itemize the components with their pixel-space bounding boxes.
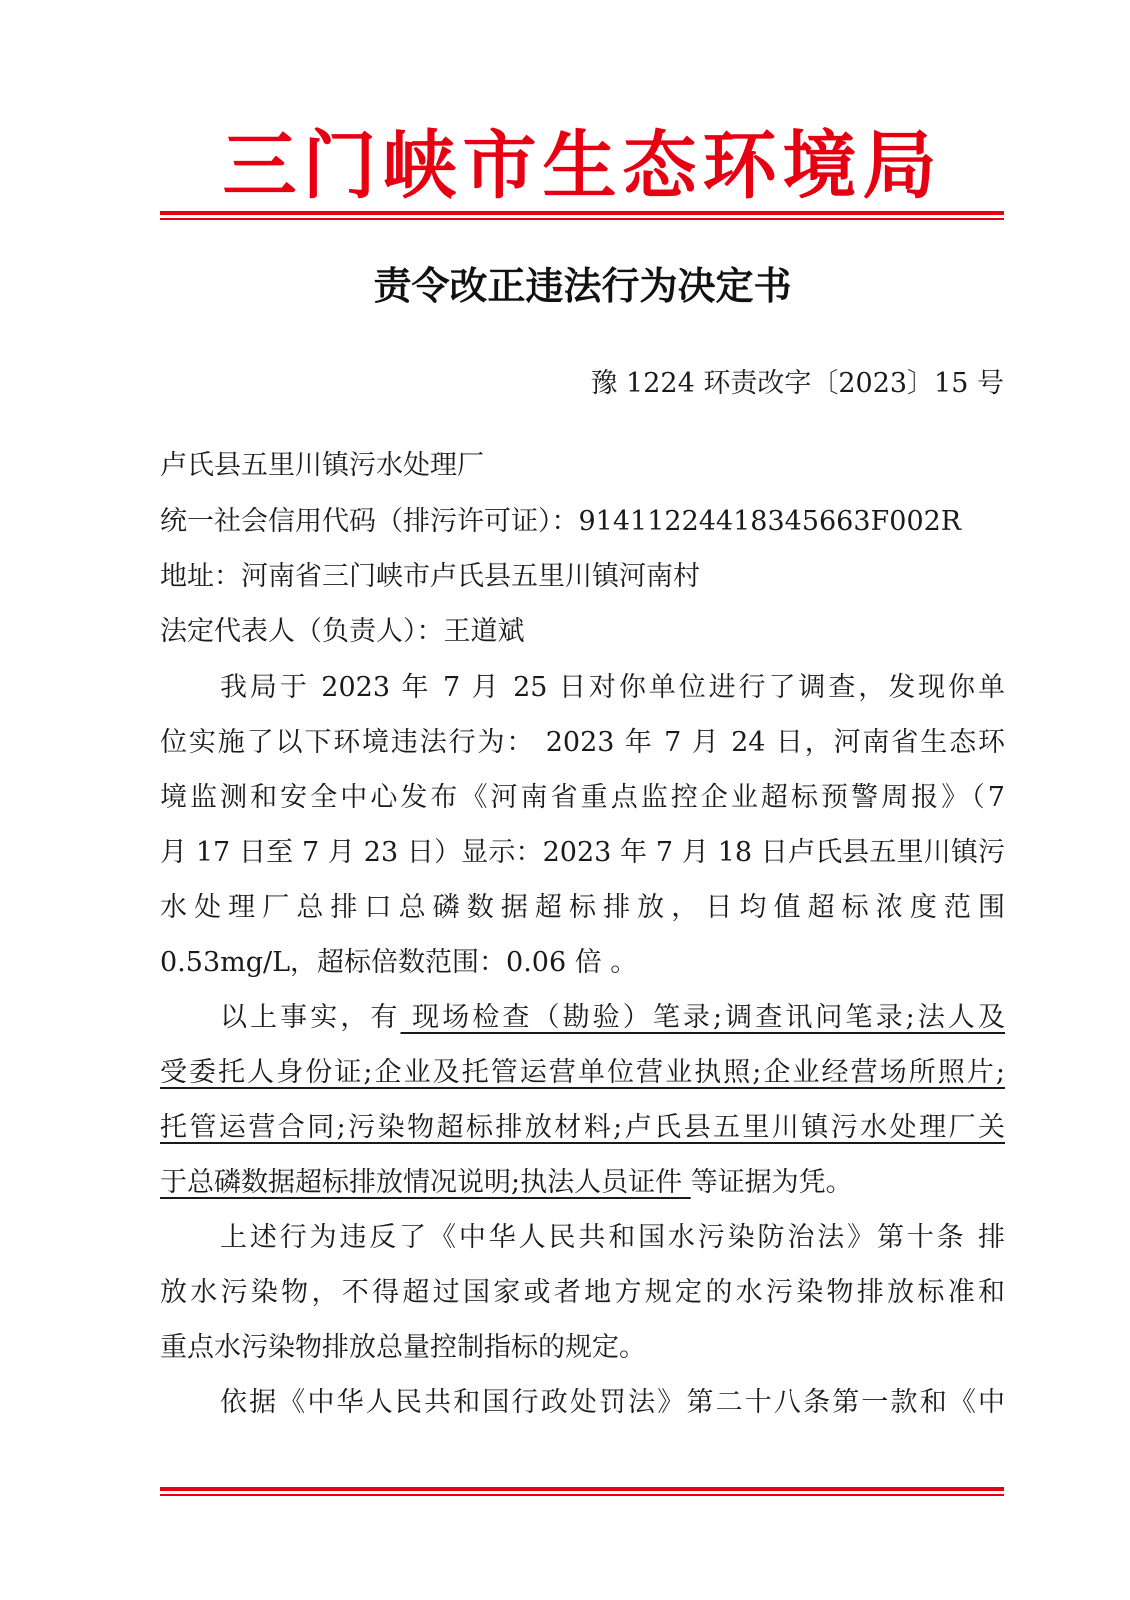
paragraph-line: 上述行为违反了《中华人民共和国水污染防治法》第十条 排: [220, 1222, 1005, 1253]
paragraph-line: [160, 1155, 1005, 1210]
footer-rule-thick: [160, 1487, 1004, 1491]
header-rule-thick: [160, 211, 1004, 215]
evidence-list: 于总磷数据超标排放情况说明;执法人员证件: [160, 1167, 691, 1198]
paragraph-violation-facts: [160, 660, 1005, 990]
party-representative: 法定代表人（负责人）：王道斌: [160, 616, 525, 647]
paragraph-line: 位实施了以下环境违法行为： 2023 年 7 月 24 日，河南省生态环: [160, 727, 1005, 758]
paragraph-line: [160, 1100, 1005, 1155]
paragraph-legal-violation: [160, 1210, 1005, 1375]
agency-header: 三门峡市生态环境局: [222, 123, 943, 209]
party-credit-code: 统一社会信用代码（排污许可证）：91411224418345663F002R: [160, 506, 962, 537]
evidence-list: 托管运营合同;污染物超标排放材料;卢氏县五里川镇污水处理厂关: [160, 1112, 1005, 1143]
paragraph-line: 我局于 2023 年 7 月 25 日对你单位进行了调查，发现你单: [220, 672, 1005, 703]
paragraph-line: 月 17 日至 7 月 23 日）显示：2023 年 7 月 18 日卢氏县五里川镇污: [160, 837, 1005, 868]
paragraph-line: 0.53mg/L，超标倍数范围：0.06 倍 。: [160, 947, 638, 978]
party-name: 卢氏县五里川镇污水处理厂: [160, 450, 484, 481]
footer-rule-thin: [160, 1494, 1004, 1496]
paragraph-line: 依据《中华人民共和国行政处罚法》第二十八条第一款和《中: [220, 1387, 1005, 1418]
paragraph-line: 放水污染物，不得超过国家或者地方规定的水污染物排放标准和: [160, 1277, 1005, 1308]
paragraph-legal-basis: [160, 1375, 1005, 1430]
document-title: 责令改正违法行为决定书: [373, 263, 792, 308]
header-rule-thin: [160, 218, 1004, 220]
paragraph-line: [160, 990, 1005, 1045]
document-number: 豫 1224 环责改字〔2023〕15 号: [590, 368, 1004, 399]
paragraph-line: [160, 1045, 1005, 1100]
paragraph-line: 重点水污染物排放总量控制指标的规定。: [160, 1332, 646, 1363]
party-address: 地址：河南省三门峡市卢氏县五里川镇河南村: [160, 561, 700, 592]
evidence-list: 受委托人身份证;企业及托管运营单位营业执照;企业经营场所照片;: [160, 1057, 1005, 1088]
evidence-list: 现场检查（勘验）笔录;调查讯问笔录;法人及: [400, 1002, 1006, 1033]
evidence-suffix: 等证据为凭。: [690, 1167, 853, 1198]
paragraph-line: 水处理厂总排口总磷数据超标排放，日均值超标浓度范围: [160, 892, 1005, 923]
evidence-prefix: 以上事实，有: [220, 1002, 401, 1033]
paragraph-evidence: [160, 990, 1005, 1210]
paragraph-line: 境监测和安全中心发布《河南省重点监控企业超标预警周报》（7: [160, 782, 1005, 813]
